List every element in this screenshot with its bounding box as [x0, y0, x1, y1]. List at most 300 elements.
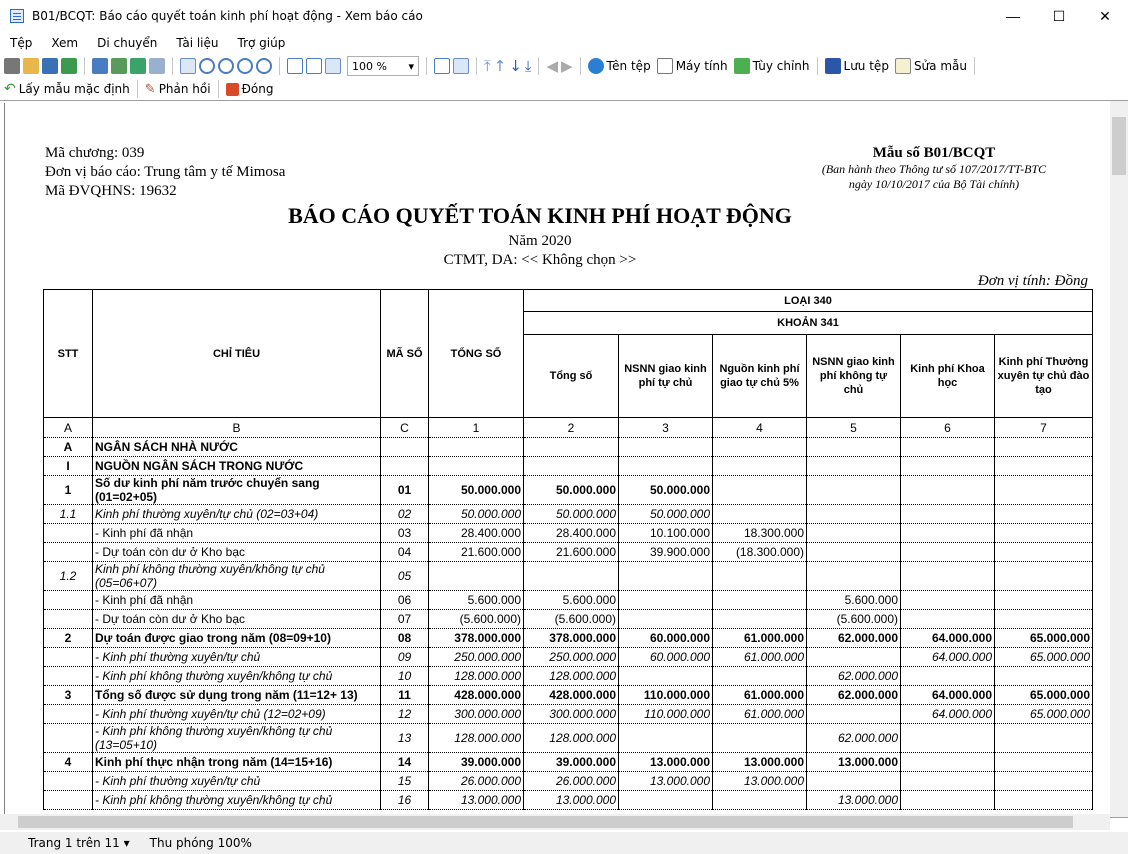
close-report-button[interactable]: Đóng — [241, 82, 274, 96]
menu-file[interactable]: Tệp — [10, 36, 33, 50]
col-code: 2 — [524, 418, 619, 438]
table-row — [44, 686, 1093, 705]
row-indicator-name: - Dự toán còn dư ở Kho bạc — [93, 610, 381, 629]
row-value: 18.300.000 — [713, 524, 807, 543]
row-code: 03 — [381, 524, 429, 543]
row-value: 61.000.000 — [713, 629, 807, 648]
row-value — [995, 667, 1093, 686]
row-value — [429, 562, 524, 591]
row-indicator-name: Dự toán được giao trong năm (08=09+10) — [93, 629, 381, 648]
row-value: 128.000.000 — [524, 667, 619, 686]
row-value: 110.000.000 — [619, 705, 713, 724]
row-indicator-name: NGUỒN NGÂN SÁCH TRONG NƯỚC — [93, 457, 381, 476]
row-value: 5.600.000 — [807, 591, 901, 610]
row-code: 09 — [381, 648, 429, 667]
row-stt — [44, 543, 93, 562]
row-value: 13.000.000 — [619, 772, 713, 791]
row-value — [901, 724, 995, 753]
table-row — [44, 562, 1093, 591]
zoom-status: Thu phóng 100% — [149, 836, 252, 850]
fit-width-icon[interactable] — [306, 58, 322, 74]
row-indicator-name: NGÂN SÁCH NHÀ NƯỚC — [93, 438, 381, 457]
header-sub-nsnn-khong-tu-chu: NSNN giao kinh phí không tự chủ — [807, 335, 901, 418]
row-code — [381, 457, 429, 476]
customize-icon — [734, 58, 750, 74]
row-value: 65.000.000 — [995, 705, 1093, 724]
row-indicator-name: - Kinh phí thường xuyên/tự chủ (12=02+09) — [93, 705, 381, 724]
row-value: 13.000.000 — [429, 791, 524, 810]
row-value: 62.000.000 — [807, 724, 901, 753]
horizontal-scrollbar[interactable] — [0, 814, 1110, 830]
title-bar — [0, 0, 1128, 32]
row-value — [901, 753, 995, 772]
row-value: 13.000.000 — [713, 772, 807, 791]
col-code: 1 — [429, 418, 524, 438]
row-value — [429, 438, 524, 457]
zoom-value: 100 % — [352, 59, 387, 73]
row-value — [995, 505, 1093, 524]
row-value: 378.000.000 — [524, 629, 619, 648]
row-value: 21.600.000 — [524, 543, 619, 562]
header-sub-dao-tao: Kinh phí Thường xuyên tự chủ đào tạo — [995, 335, 1093, 418]
row-value: 5.600.000 — [524, 591, 619, 610]
table-row — [44, 610, 1093, 629]
row-value — [619, 438, 713, 457]
row-value: 28.400.000 — [524, 524, 619, 543]
chevron-down-icon: ▾ — [408, 59, 414, 73]
report-title: BÁO CÁO QUYẾT TOÁN KINH PHÍ HOẠT ĐỘNG — [288, 203, 792, 228]
save-file-button[interactable]: Lưu tệp — [843, 59, 889, 73]
header-sub-nsnn-tu-chu: NSNN giao kinh phí tự chủ — [619, 335, 713, 418]
row-value — [619, 610, 713, 629]
report-table-body — [44, 438, 1093, 810]
row-value: 50.000.000 — [524, 476, 619, 505]
header-sub-khoa-hoc: Kinh phí Khoa học — [901, 335, 995, 418]
table-row — [44, 705, 1093, 724]
row-value — [807, 476, 901, 505]
table-row — [44, 476, 1093, 505]
row-stt — [44, 667, 93, 686]
vertical-scrollbar[interactable] — [1110, 101, 1128, 817]
row-value — [807, 648, 901, 667]
row-stt — [44, 591, 93, 610]
row-value — [619, 667, 713, 686]
table-row — [44, 457, 1093, 476]
row-indicator-name: - Kinh phí thường xuyên/tự chủ — [93, 648, 381, 667]
row-value — [901, 791, 995, 810]
row-code: 13 — [381, 724, 429, 753]
row-value: 13.000.000 — [619, 753, 713, 772]
header-sub-nguon-5: Nguồn kinh phí giao tự chủ 5% — [713, 335, 807, 418]
edit-template-icon — [895, 58, 911, 74]
col-code: C — [381, 418, 429, 438]
row-value: 64.000.000 — [901, 648, 995, 667]
header-loai: LOẠI 340 — [524, 290, 1093, 312]
issued-by-line2: ngày 10/10/2017 của Bộ Tài chính) — [848, 177, 1020, 191]
row-value: 39.000.000 — [524, 753, 619, 772]
row-value — [619, 791, 713, 810]
back-icon[interactable]: ◀ — [546, 57, 558, 75]
table-row — [44, 543, 1093, 562]
col-code: 4 — [713, 418, 807, 438]
open-folder-icon[interactable] — [23, 58, 39, 74]
row-value: 13.000.000 — [807, 753, 901, 772]
table-row — [44, 772, 1093, 791]
row-value — [807, 524, 901, 543]
hand-tool-icon[interactable] — [180, 58, 196, 74]
row-value: 65.000.000 — [995, 629, 1093, 648]
menu-bar — [0, 32, 1128, 54]
print-icon[interactable] — [4, 58, 20, 74]
row-indicator-name: - Kinh phí không thường xuyên/không tự chủ — [93, 667, 381, 686]
header-stt: STT — [44, 290, 93, 418]
row-stt: 1.2 — [44, 562, 93, 591]
row-code: 05 — [381, 562, 429, 591]
row-indicator-name: - Kinh phí thường xuyên/tự chủ — [93, 772, 381, 791]
row-indicator-name: Kinh phí không thường xuyên/không tự chủ (05=06+07) — [93, 562, 381, 591]
page-indicator[interactable]: Trang 1 trên 11 ▾ — [28, 836, 130, 850]
row-value: 64.000.000 — [901, 705, 995, 724]
row-value — [713, 505, 807, 524]
table-row — [44, 667, 1093, 686]
megaphone-icon: ✎ — [144, 81, 156, 97]
row-value: 62.000.000 — [807, 629, 901, 648]
row-value — [619, 457, 713, 476]
computer-button[interactable]: Máy tính — [675, 59, 728, 73]
row-value — [619, 591, 713, 610]
row-code — [381, 438, 429, 457]
row-stt — [44, 791, 93, 810]
header-tong-so: TỔNG SỐ — [429, 290, 524, 418]
col-code: B — [93, 418, 381, 438]
row-stt: A — [44, 438, 93, 457]
row-value: 10.100.000 — [619, 524, 713, 543]
secondary-toolbar — [0, 78, 1128, 100]
edit-template-button[interactable]: Sửa mẫu — [913, 59, 967, 73]
row-value: 50.000.000 — [429, 476, 524, 505]
close-icon — [226, 83, 239, 96]
col-code: 7 — [995, 418, 1093, 438]
row-value: 250.000.000 — [429, 648, 524, 667]
row-stt: I — [44, 457, 93, 476]
report-app-icon — [10, 9, 24, 23]
table-row — [44, 505, 1093, 524]
floppy-icon — [825, 58, 841, 74]
row-code: 02 — [381, 505, 429, 524]
row-value — [713, 610, 807, 629]
row-stt — [44, 705, 93, 724]
row-value — [807, 562, 901, 591]
row-value: 428.000.000 — [524, 686, 619, 705]
last-page-icon[interactable]: ⤓ — [524, 57, 532, 75]
row-value: 110.000.000 — [619, 686, 713, 705]
menu-view[interactable]: Xem — [51, 36, 79, 50]
menu-help[interactable]: Trợ giúp — [237, 36, 286, 50]
chapter-code: Mã chương: 039 — [45, 145, 145, 161]
row-value: 64.000.000 — [901, 686, 995, 705]
next-page-icon[interactable]: ↓ — [509, 57, 522, 75]
first-page-icon[interactable]: ⤒ — [484, 57, 491, 75]
maximize-button[interactable]: ☐ — [1052, 7, 1066, 24]
report-table — [43, 289, 1093, 810]
row-value — [901, 772, 995, 791]
previous-page-icon[interactable]: ↑ — [493, 57, 507, 75]
single-page-icon[interactable] — [434, 58, 450, 74]
header-ma-so: MÃ SỐ — [381, 290, 429, 418]
table-row — [44, 791, 1093, 810]
row-value: 64.000.000 — [901, 629, 995, 648]
row-value: 128.000.000 — [429, 667, 524, 686]
grid-icon[interactable] — [111, 58, 127, 74]
row-indicator-name: - Kinh phí không thường xuyên/không tự chủ — [93, 791, 381, 810]
row-value — [995, 772, 1093, 791]
row-code: 16 — [381, 791, 429, 810]
row-value: 26.000.000 — [524, 772, 619, 791]
row-value: 26.000.000 — [429, 772, 524, 791]
row-value — [807, 772, 901, 791]
row-value — [995, 457, 1093, 476]
vertical-scroll-thumb[interactable] — [1112, 117, 1126, 175]
row-indicator-name: Kinh phí thực nhận trong năm (14=15+16) — [93, 753, 381, 772]
row-value — [995, 610, 1093, 629]
row-value: 50.000.000 — [429, 505, 524, 524]
row-indicator-name: - Dự toán còn dư ở Kho bạc — [93, 543, 381, 562]
row-value — [995, 791, 1093, 810]
row-stt — [44, 772, 93, 791]
form-number: Mẫu số B01/BCQT — [872, 145, 996, 161]
reporting-unit: Đơn vị báo cáo: Trung tâm y tế Mimosa — [45, 164, 286, 180]
row-value: 428.000.000 — [429, 686, 524, 705]
report-program: CTMT, DA: << Không chọn >> — [443, 252, 637, 268]
row-value: 50.000.000 — [524, 505, 619, 524]
close-window-button[interactable]: ✕ — [1099, 7, 1111, 24]
table-row — [44, 753, 1093, 772]
report-viewer — [0, 100, 1128, 818]
multi-page-icon[interactable] — [453, 58, 469, 74]
window-title: B01/BCQT: Báo cáo quyết toán kinh phí hoạt động - Xem báo cáo — [32, 9, 423, 23]
report-year: Năm 2020 — [508, 233, 572, 249]
row-value: 128.000.000 — [429, 724, 524, 753]
row-value — [713, 562, 807, 591]
row-value — [995, 591, 1093, 610]
col-code: A — [44, 418, 93, 438]
row-stt: 3 — [44, 686, 93, 705]
report-header-left — [45, 144, 285, 201]
row-value — [901, 667, 995, 686]
zoom-region-icon[interactable] — [256, 58, 272, 74]
issued-by-line1: (Ban hành theo Thông tư số 107/2017/TT-BTC — [821, 162, 1047, 176]
forward-icon[interactable]: ▶ — [560, 57, 573, 75]
row-indicator-name: Số dư kinh phí năm trước chuyển sang (01=02+05) — [93, 476, 381, 505]
row-value — [901, 543, 995, 562]
table-row — [44, 591, 1093, 610]
row-value — [995, 476, 1093, 505]
default-template-button[interactable]: Lấy mẫu mặc định — [18, 82, 130, 96]
row-code: 10 — [381, 667, 429, 686]
row-value: (18.300.000) — [713, 543, 807, 562]
row-value: 65.000.000 — [995, 648, 1093, 667]
zoom-plus-icon[interactable] — [218, 58, 234, 74]
row-value: 250.000.000 — [524, 648, 619, 667]
parameters-icon[interactable] — [92, 58, 108, 74]
row-code: 08 — [381, 629, 429, 648]
row-value: 39.900.000 — [619, 543, 713, 562]
row-value — [901, 438, 995, 457]
row-value: 50.000.000 — [619, 505, 713, 524]
row-code: 14 — [381, 753, 429, 772]
row-code: 04 — [381, 543, 429, 562]
file-name-button[interactable]: Tên tệp — [606, 59, 651, 73]
currency-unit: Đơn vị tính: Đồng — [977, 273, 1088, 289]
header-khoan: KHOẢN 341 — [524, 312, 1093, 335]
row-value: (5.600.000) — [807, 610, 901, 629]
row-value — [713, 791, 807, 810]
save-icon[interactable] — [42, 58, 58, 74]
row-value: 5.600.000 — [429, 591, 524, 610]
row-value: 21.600.000 — [429, 543, 524, 562]
row-value: 60.000.000 — [619, 648, 713, 667]
row-value — [995, 438, 1093, 457]
row-value: 61.000.000 — [713, 705, 807, 724]
row-value — [901, 562, 995, 591]
row-value — [713, 457, 807, 476]
row-stt — [44, 724, 93, 753]
row-code: 06 — [381, 591, 429, 610]
row-indicator-name: Tổng số được sử dụng trong năm (11=12+ 13) — [93, 686, 381, 705]
row-value — [713, 591, 807, 610]
undo-arrow-icon: ↶ — [4, 81, 16, 97]
row-value — [901, 476, 995, 505]
row-value — [619, 724, 713, 753]
table-row — [44, 648, 1093, 667]
row-value: 378.000.000 — [429, 629, 524, 648]
row-value: 300.000.000 — [524, 705, 619, 724]
row-value — [429, 457, 524, 476]
row-value — [995, 753, 1093, 772]
header-sub-tong-so: Tổng số — [524, 335, 619, 418]
header-chi-tieu: CHỈ TIÊU — [93, 290, 381, 418]
horizontal-scroll-thumb[interactable] — [18, 816, 1073, 828]
row-value — [995, 543, 1093, 562]
zoom-select[interactable] — [347, 56, 419, 76]
row-value: 128.000.000 — [524, 724, 619, 753]
row-stt: 1.1 — [44, 505, 93, 524]
table-row — [44, 524, 1093, 543]
refresh-icon[interactable] — [130, 58, 146, 74]
row-value: 13.000.000 — [713, 753, 807, 772]
row-stt — [44, 648, 93, 667]
minimize-button[interactable]: — — [1006, 8, 1020, 24]
row-value — [524, 438, 619, 457]
report-header-right — [804, 145, 1064, 192]
report-page — [4, 103, 1110, 817]
row-value — [713, 438, 807, 457]
row-value — [995, 524, 1093, 543]
row-value: 13.000.000 — [524, 791, 619, 810]
col-code: 3 — [619, 418, 713, 438]
row-value — [901, 591, 995, 610]
row-value: 50.000.000 — [619, 476, 713, 505]
row-indicator-name: - Kinh phí không thường xuyên/không tự chủ (13=05+10) — [93, 724, 381, 753]
row-stt: 2 — [44, 629, 93, 648]
row-value: 62.000.000 — [807, 667, 901, 686]
calculator-icon — [657, 58, 673, 74]
row-stt: 4 — [44, 753, 93, 772]
col-code: 6 — [901, 418, 995, 438]
main-toolbar — [0, 54, 1128, 78]
row-value — [807, 705, 901, 724]
row-value: 62.000.000 — [807, 686, 901, 705]
row-indicator-name: Kinh phí thường xuyên/tự chủ (02=03+04) — [93, 505, 381, 524]
table-row — [44, 724, 1093, 753]
zoom-out-icon[interactable] — [237, 58, 253, 74]
col-code: 5 — [807, 418, 901, 438]
page-indicator-text: Trang 1 trên 11 — [28, 836, 120, 850]
row-value: 61.000.000 — [713, 686, 807, 705]
row-value — [807, 543, 901, 562]
row-value — [901, 457, 995, 476]
row-indicator-name: - Kinh phí đã nhận — [93, 524, 381, 543]
row-stt — [44, 610, 93, 629]
row-value — [901, 610, 995, 629]
row-value — [713, 724, 807, 753]
zoom-in-icon[interactable] — [199, 58, 215, 74]
row-value — [807, 505, 901, 524]
row-code: 07 — [381, 610, 429, 629]
row-value: 61.000.000 — [713, 648, 807, 667]
row-value — [524, 457, 619, 476]
row-value: 13.000.000 — [807, 791, 901, 810]
actual-size-icon[interactable] — [325, 58, 341, 74]
info-icon — [588, 58, 604, 74]
fit-page-icon[interactable] — [287, 58, 303, 74]
row-value — [619, 562, 713, 591]
row-value — [901, 524, 995, 543]
feedback-button[interactable]: Phản hồi — [158, 82, 211, 96]
row-value — [995, 724, 1093, 753]
menu-document[interactable]: Tài liệu — [176, 36, 219, 50]
row-value — [524, 562, 619, 591]
row-value: 65.000.000 — [995, 686, 1093, 705]
page-view-icon[interactable] — [149, 58, 165, 74]
row-code: 15 — [381, 772, 429, 791]
row-value — [807, 457, 901, 476]
export-icon[interactable] — [61, 58, 77, 74]
row-value — [713, 476, 807, 505]
row-value: 39.000.000 — [429, 753, 524, 772]
table-row — [44, 629, 1093, 648]
row-value — [807, 438, 901, 457]
row-value — [713, 667, 807, 686]
status-bar — [0, 832, 1128, 854]
row-stt — [44, 524, 93, 543]
row-value: (5.600.000) — [429, 610, 524, 629]
table-row — [44, 438, 1093, 457]
row-code: 01 — [381, 476, 429, 505]
row-value: (5.600.000) — [524, 610, 619, 629]
row-value — [995, 562, 1093, 591]
row-code: 12 — [381, 705, 429, 724]
row-indicator-name: - Kinh phí đã nhận — [93, 591, 381, 610]
row-value: 28.400.000 — [429, 524, 524, 543]
row-code: 11 — [381, 686, 429, 705]
row-value — [901, 505, 995, 524]
unit-code: Mã ĐVQHNS: 19632 — [45, 183, 177, 199]
customize-button[interactable]: Tùy chỉnh — [752, 59, 810, 73]
row-value: 60.000.000 — [619, 629, 713, 648]
menu-navigate[interactable]: Di chuyển — [97, 36, 158, 50]
row-value: 300.000.000 — [429, 705, 524, 724]
